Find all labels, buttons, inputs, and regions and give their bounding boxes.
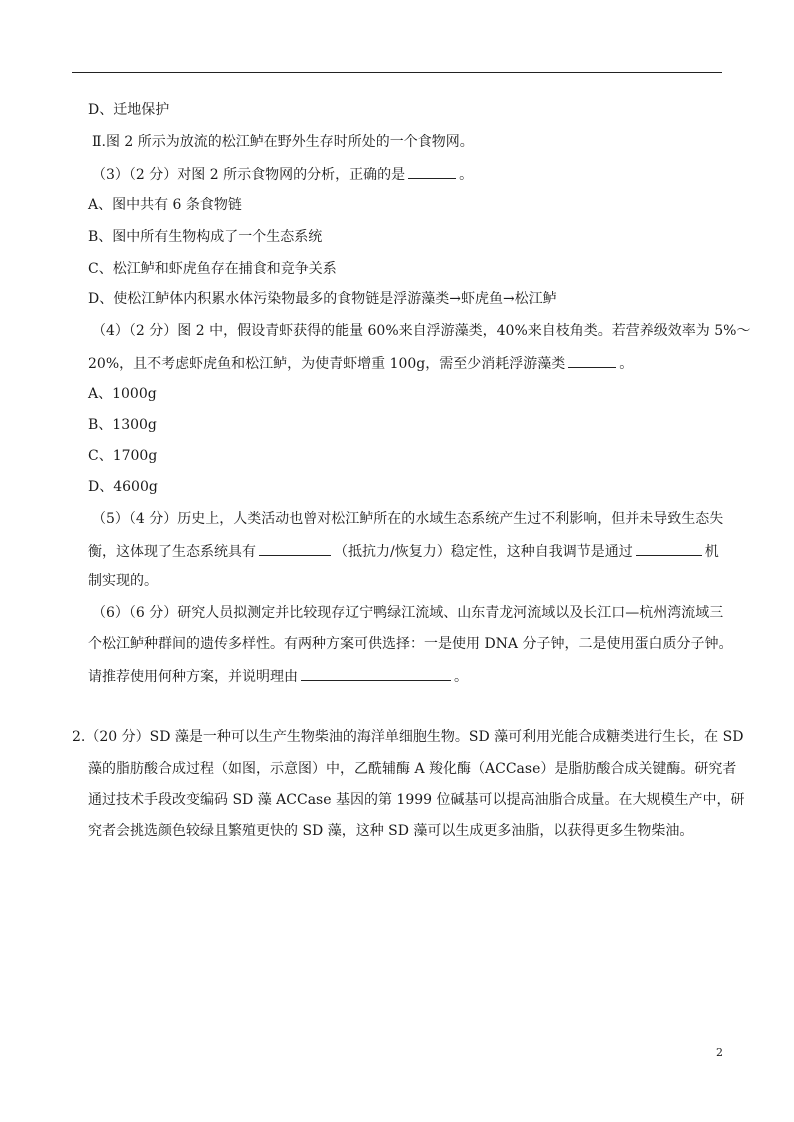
q5-blank-2[interactable] bbox=[636, 541, 702, 556]
q6-line3 bbox=[88, 666, 468, 686]
header-rule bbox=[72, 72, 722, 73]
q3-stem bbox=[92, 164, 473, 184]
q2-line4: 究者会挑选颜色较绿且繁殖更快的 SD 藻，这种 SD 藻可以生成更多油脂，以获得更多生物柴油。 bbox=[88, 823, 694, 839]
q4-option-b: B、1300g bbox=[88, 417, 157, 433]
q6-line3-text: 请推荐使用何种方案，并说明理由 bbox=[88, 669, 298, 685]
q6-line1: （6）（6 分）研究人员拟测定并比较现存辽宁鸭绿江流域、山东青龙河流域以及长江口—杭州湾流域三 bbox=[92, 605, 724, 621]
q6-line2: 个松江鲈种群间的遗传多样性。有两种方案可供选择：一是使用 DNA 分子钟，二是使用蛋白质分子钟。 bbox=[88, 636, 733, 652]
q2-line2: 藻的脂肪酸合成过程（如图，示意图）中，乙酰辅酶 A 羧化酶（ACCase）是脂肪酸合成关键酶。研究者 bbox=[88, 761, 737, 777]
q6-line3-end: 。 bbox=[454, 669, 468, 685]
q5-line2 bbox=[88, 541, 719, 561]
q2-line3: 通过技术手段改变编码 SD 藻 ACCase 基因的第 1999 位碱基可以提高油脂合成量。在大规模生产中，研 bbox=[88, 792, 745, 808]
q3-option-b: B、图中所有生物构成了一个生态系统 bbox=[88, 229, 323, 245]
q5-line2-c: 机 bbox=[704, 544, 719, 560]
part2-intro: Ⅱ.图 2 所示为放流的松江鲈在野外生存时所处的一个食物网。 bbox=[92, 134, 474, 150]
q6-answer-blank[interactable] bbox=[301, 666, 451, 681]
q3-option-c: C、松江鲈和虾虎鱼存在捕食和竞争关系 bbox=[88, 261, 337, 277]
q3-option-d: D、使松江鲈体内积累水体污染物最多的食物链是浮游藻类→虾虎鱼→松江鲈 bbox=[88, 291, 557, 307]
q4-option-d: D、4600g bbox=[88, 479, 158, 495]
q4-line1: （4）（2 分）图 2 中，假设青虾获得的能量 60%来自浮游藻类，40%来自枝角类。若营养级效率为 5%～ bbox=[92, 323, 751, 339]
q4-answer-blank[interactable] bbox=[568, 353, 616, 368]
q5-line2-a: 衡，这体现了生态系统具有 bbox=[88, 544, 256, 560]
q5-line2-b: （抵抗力/恢复力）稳定性，这种自我调节是通过 bbox=[334, 544, 633, 560]
option-d-prev: D、迁地保护 bbox=[88, 102, 170, 118]
q4-line2-end: 。 bbox=[619, 356, 634, 372]
q3-stem-end: 。 bbox=[459, 167, 474, 183]
q4-option-c: C、1700g bbox=[88, 448, 158, 464]
q3-answer-blank[interactable] bbox=[408, 164, 456, 179]
q3-stem-text: （3）（2 分）对图 2 所示食物网的分析，正确的是 bbox=[92, 167, 406, 183]
q3-option-a: A、图中共有 6 条食物链 bbox=[88, 197, 242, 213]
q4-line2-text: 20%，且不考虑虾虎鱼和松江鲈，为使青虾增重 100g，需至少消耗浮游藻类 bbox=[88, 356, 566, 372]
q5-line1: （5）（4 分）历史上，人类活动也曾对松江鲈所在的水域生态系统产生过不利影响，但并未导致生态失 bbox=[92, 511, 724, 527]
page-number: 2 bbox=[716, 1046, 723, 1059]
q5-line3: 制实现的。 bbox=[88, 573, 158, 589]
q5-blank-1[interactable] bbox=[259, 541, 331, 556]
q4-option-a: A、1000g bbox=[88, 386, 157, 402]
q2-line1: 2.（20 分）SD 藻是一种可以生产生物柴油的海洋单细胞生物。SD 藻可利用光能合成糖类进行生长，在 SD bbox=[72, 729, 744, 745]
q4-line2 bbox=[88, 353, 633, 373]
